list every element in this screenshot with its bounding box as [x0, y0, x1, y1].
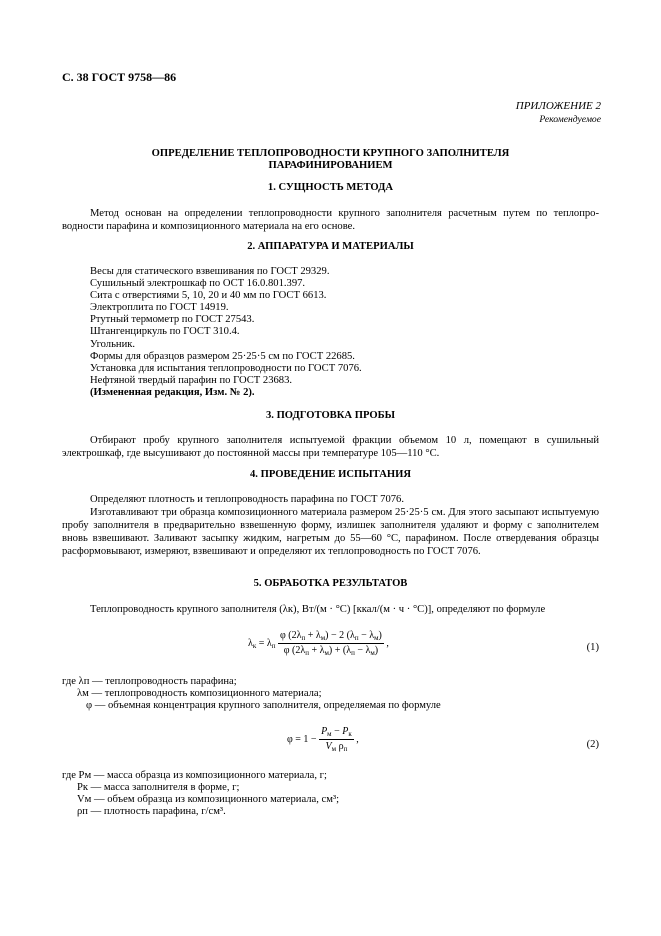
definition-item: ρп — плотность парафина, г/см³. [77, 806, 226, 817]
list-item: Электроплита по ГОСТ 14919. [90, 302, 229, 314]
list-item: Формы для образцов размером 25·25·5 см по ГОСТ 22685. [90, 350, 355, 362]
section-5-heading: 5. ОБРАБОТКА РЕЗУЛЬТАТОВ [253, 578, 408, 589]
formula-1-fraction: $\frac{\varphi (2\lambda_п + \lambda_м) - 2 (\lambda_п - \lambda_м)}{\varphi (2\lambda_п + \lambda_м) + (\lambda_п - \lambda_м)}$ [280, 630, 382, 657]
definition-item: φ — объемная концентрация крупного заполнителя, определяемая по формуле [86, 700, 441, 711]
list-item: Угольник. [90, 338, 136, 350]
amendment-note: (Измененная редакция, Изм. № 2). [90, 386, 255, 398]
list-item: Сушильный электрошкаф по ОСТ 16.0.801.397. [90, 278, 306, 290]
section-2-heading: 2. АППАРАТУРА И МАТЕРИАЛЫ [247, 241, 414, 252]
formula-1-definitions [62, 676, 441, 712]
title-line-2: ПАРАФИНИРОВАНИЕМ [268, 160, 393, 171]
list-item: Установка для испытания теплопроводности по ГОСТ 7076. [90, 362, 362, 374]
section-4-heading: 4. ПРОВЕДЕНИЕ ИСПЫТАНИЯ [249, 469, 412, 480]
section-3-heading: 3. ПОДГОТОВКА ПРОБЫ [265, 410, 396, 421]
list-item: Весы для статического взвешивания по ГОСТ 29329. [90, 266, 330, 277]
title-line-1: ОПРЕДЕЛЕНИЕ ТЕПЛОПРОВОДНОСТИ КРУПНОГО ЗАПОЛНИТЕЛЯ [151, 148, 510, 159]
formula-2-number: (2) [586, 739, 599, 750]
section-5-intro: Теплопроводность крупного заполнителя (λк), Вт/(м · °С) [ккал/(м · ч · °С)], определяют по формуле [90, 604, 546, 615]
formula-2: φ = 1 − $\frac{P_м - P_к}{V_м \rho_п}$ , [287, 726, 359, 753]
definition-item: λм — теплопроводность композиционного материала; [77, 688, 322, 699]
document-title [62, 148, 599, 172]
definition-item: Pк — масса заполнителя в форме, г; [77, 782, 240, 793]
list-item: Сита с отверстиями 5, 10, 20 и 40 мм по ГОСТ 6613. [90, 290, 327, 302]
section-4-para-1: Определяют плотность и теплопроводность парафина по ГОСТ 7076. [90, 494, 404, 505]
section-3-text: Отбирают пробу крупного заполнителя испытуемой фракции объемом 10 л, помещают в сушильный электрошкаф, где высушивают до постоянной массы при температуре 105—110 °С. [62, 435, 599, 459]
section-1-heading: 1. СУЩНОСТЬ МЕТОДА [267, 182, 394, 193]
list-item: Нефтяной твердый парафин по ГОСТ 23683. [90, 374, 293, 386]
appendix-block [516, 100, 601, 126]
equipment-list [90, 266, 599, 399]
section-4-para-2: Изготавливают три образца композиционного материала размером 25·25·5 см. Для этого засыпают испытуемую пробу заполнителя в предварительно взвешенную форму, излишек заполнителя удаляют и форму с заполнителем вновь взвешивают. Заливают засыпку жидким, нагретым до 55—60 °С, парафином. После отвердевания образцы расформовывают, измеряют, взвешивают и определяют их теплопроводность по ГОСТ 7076. [62, 507, 599, 557]
list-item: Штангенциркуль по ГОСТ 310.4. [90, 326, 240, 338]
definition-item: Vм — объем образца из композиционного материала, см³; [77, 794, 340, 805]
formula-1: $\lambda_к = \lambda_п$ $\frac{\varphi (2\lambda_п + \lambda_м) - 2 (\lambda_п - \lambda_м)}{\varphi (2\lambda_п + \lambda_м) + (\lambda_п - \lambda_м)}$ , [248, 630, 389, 657]
appendix-note: Рекомендуемое [539, 114, 601, 125]
formula-2-definitions [62, 770, 339, 818]
formula-1-number: (1) [586, 642, 599, 653]
page-header: С. 38 ГОСТ 9758—86 [62, 70, 177, 84]
appendix-label: ПРИЛОЖЕНИЕ 2 [515, 100, 601, 112]
definition-item: где λп — теплопроводность парафина; [62, 676, 237, 687]
section-1-text: Метод основан на определении теплопроводности крупного заполнителя расчетным путем по теплопро-водности парафина и композиционного материала на его основе. [62, 208, 599, 232]
formula-2-fraction: $\frac{P_м - P_к}{V_м \rho_п}$ [321, 726, 352, 753]
definition-item: где Pм — масса образца из композиционного материала, г; [62, 770, 327, 781]
list-item: Ртутный термометр по ГОСТ 27543. [90, 314, 255, 326]
